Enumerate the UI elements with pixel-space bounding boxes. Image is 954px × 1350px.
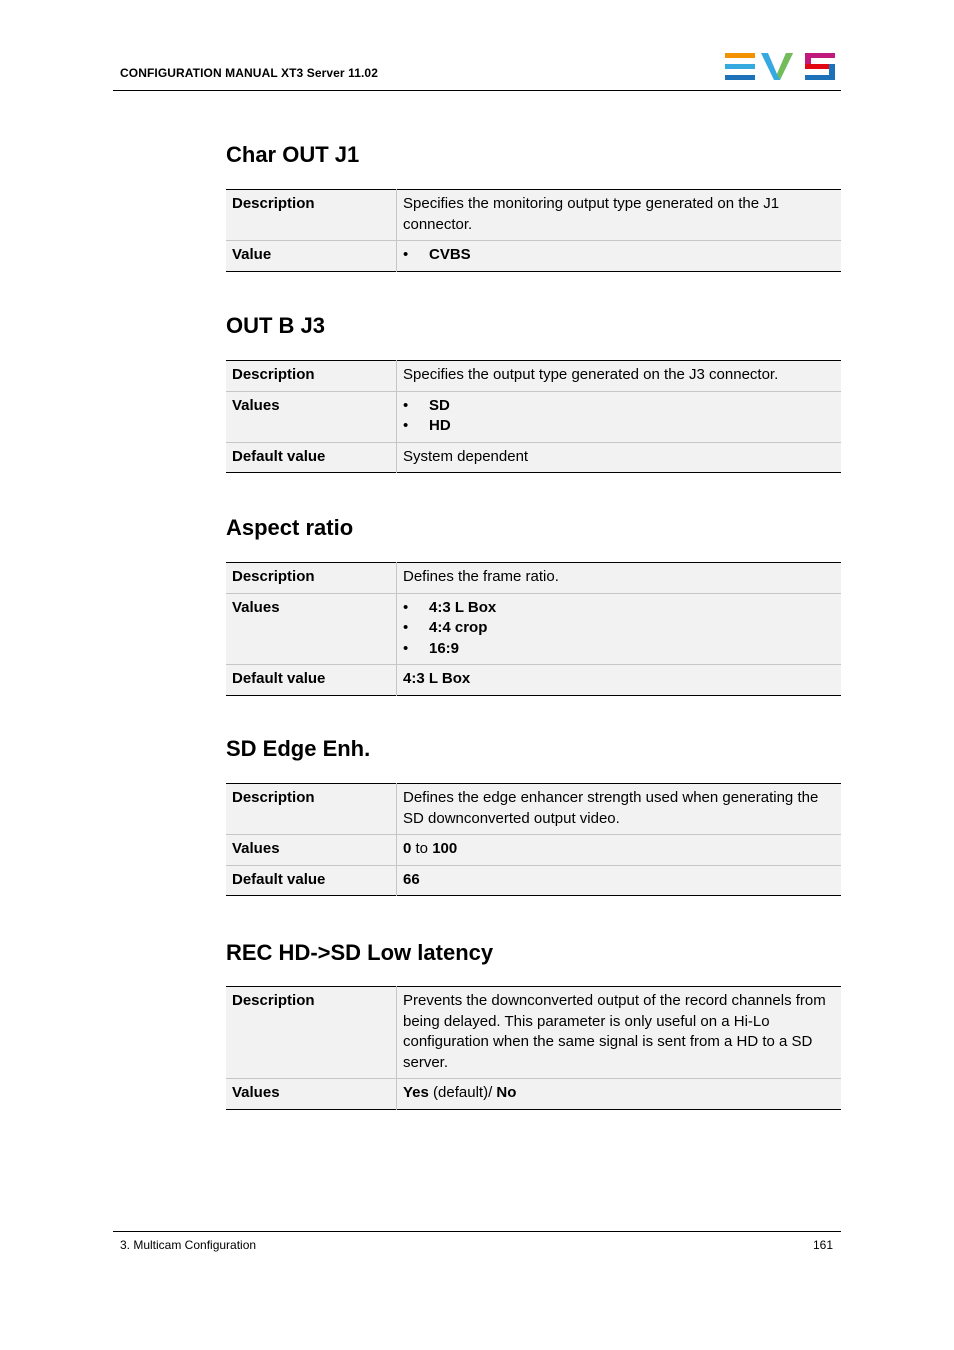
range-separator: to bbox=[411, 840, 433, 857]
list-item: • HD bbox=[403, 416, 835, 437]
row-key: Values bbox=[226, 835, 397, 866]
section-aspect-ratio bbox=[226, 515, 841, 687]
section-title: SD Edge Enh. bbox=[226, 736, 371, 761]
table-row bbox=[226, 391, 841, 442]
table-row bbox=[226, 241, 841, 272]
row-value: Specifies the output type generated on the J3 connector. bbox=[397, 361, 842, 392]
row-key: Default value bbox=[226, 865, 397, 896]
row-value: System dependent bbox=[397, 442, 842, 473]
range-min: 0 bbox=[403, 840, 412, 857]
evs-logo bbox=[725, 52, 835, 82]
table-row bbox=[226, 361, 841, 392]
document-header-title: CONFIGURATION MANUAL XT3 Server 11.02 bbox=[120, 66, 378, 80]
section-sd-edge-enh bbox=[226, 736, 841, 888]
list-item: • SD bbox=[403, 396, 835, 417]
option-separator: (default)/ bbox=[428, 1084, 497, 1101]
section-char-out-j1 bbox=[226, 142, 841, 263]
row-value bbox=[397, 1079, 842, 1110]
header-divider bbox=[113, 90, 841, 91]
list-item: • CVBS bbox=[403, 245, 835, 266]
list-item: • 16:9 bbox=[403, 639, 835, 660]
row-value bbox=[397, 391, 842, 442]
list-item: • 4:4 crop bbox=[403, 618, 835, 639]
row-key: Description bbox=[226, 190, 397, 241]
parameter-table bbox=[226, 189, 841, 272]
row-key: Default value bbox=[226, 442, 397, 473]
table-row bbox=[226, 865, 841, 896]
parameter-table bbox=[226, 986, 841, 1110]
table-row bbox=[226, 835, 841, 866]
row-value bbox=[397, 593, 842, 665]
footer-chapter: 3. Multicam Configuration bbox=[120, 1238, 257, 1252]
table-row bbox=[226, 442, 841, 473]
row-value bbox=[397, 241, 842, 272]
parameter-table bbox=[226, 360, 841, 473]
row-value bbox=[397, 835, 842, 866]
row-key: Value bbox=[226, 241, 397, 272]
table-row bbox=[226, 593, 841, 665]
row-key: Description bbox=[226, 784, 397, 835]
option-yes: Yes bbox=[403, 1084, 429, 1101]
row-value: Prevents the downconverted output of the record channels from being delayed. This parameter is only useful on a Hi-Lo configuration when the same signal is sent from a HD to a SD server. bbox=[397, 987, 842, 1079]
parameter-table bbox=[226, 562, 841, 696]
list-item: • 4:3 L Box bbox=[403, 598, 835, 619]
row-value: 66 bbox=[397, 865, 842, 896]
parameter-table bbox=[226, 783, 841, 896]
table-row bbox=[226, 784, 841, 835]
section-rec-hd-sd-low-latency bbox=[226, 940, 841, 1101]
row-key: Description bbox=[226, 361, 397, 392]
range-max: 100 bbox=[432, 840, 458, 857]
row-key: Values bbox=[226, 593, 397, 665]
table-row bbox=[226, 190, 841, 241]
table-row bbox=[226, 665, 841, 696]
row-key: Values bbox=[226, 1079, 397, 1110]
section-title: Char OUT J1 bbox=[226, 142, 360, 167]
footer-divider bbox=[113, 1231, 841, 1232]
table-row bbox=[226, 987, 841, 1079]
row-key: Default value bbox=[226, 665, 397, 696]
row-value: Defines the frame ratio. bbox=[397, 563, 842, 594]
section-title: Aspect ratio bbox=[226, 515, 354, 540]
table-row bbox=[226, 1079, 841, 1110]
section-title: REC HD->SD Low latency bbox=[226, 940, 494, 965]
row-value: Specifies the monitoring output type generated on the J1 connector. bbox=[397, 190, 842, 241]
section-out-b-j3 bbox=[226, 313, 841, 465]
row-key: Description bbox=[226, 563, 397, 594]
row-value: Defines the edge enhancer strength used when generating the SD downconverted output video. bbox=[397, 784, 842, 835]
option-no: No bbox=[496, 1084, 517, 1101]
row-key: Values bbox=[226, 391, 397, 442]
page-number: 161 bbox=[812, 1238, 833, 1252]
table-row bbox=[226, 563, 841, 594]
row-value: 4:3 L Box bbox=[397, 665, 842, 696]
section-title: OUT B J3 bbox=[226, 313, 326, 338]
row-key: Description bbox=[226, 987, 397, 1079]
